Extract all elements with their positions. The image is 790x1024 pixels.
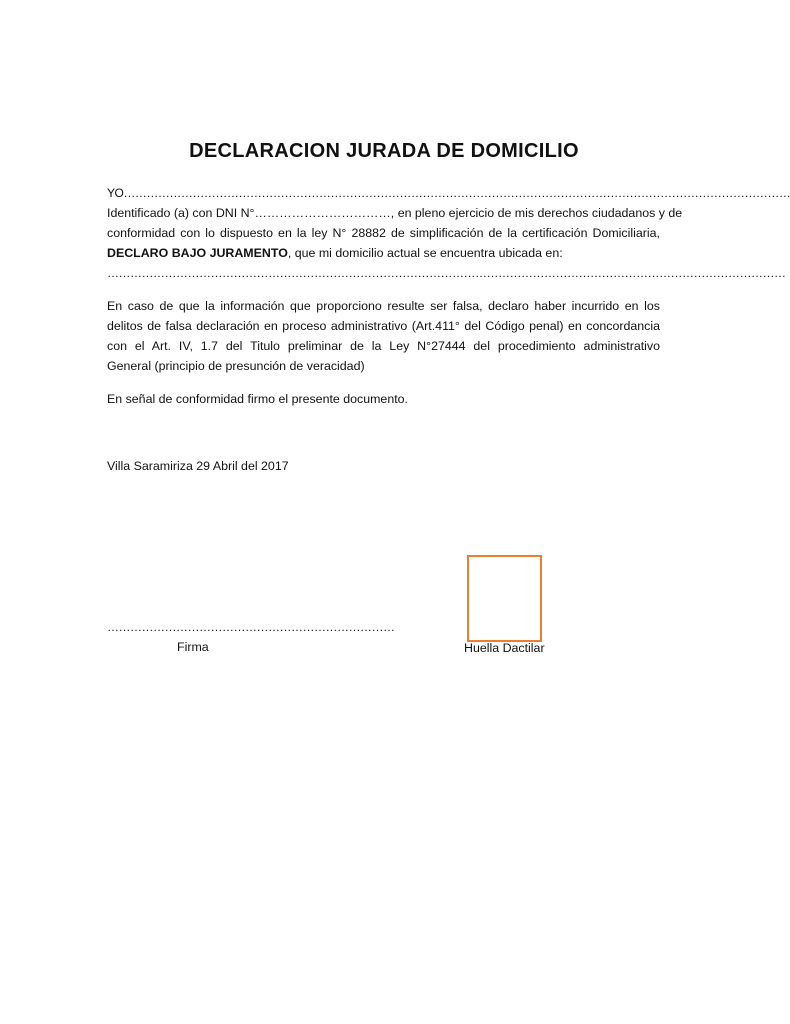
name-fill-line: YO………………………………………………………………………………………………………………………………………………………… <box>107 186 790 200</box>
declaro-rest-text: , que mi domicilio actual se encuentra ubicada en: <box>287 246 563 260</box>
identity-line-2: conformidad con lo dispuesto en la ley N° 28882 de simplificación de la certificación Domiciliaria, <box>107 226 660 240</box>
fingerprint-box <box>467 555 542 642</box>
paragraph-line: En caso de que la información que proporciono resulte ser falsa, declaro haber incurrido en los <box>107 299 660 313</box>
fingerprint-label: Huella Dactilar <box>464 641 545 655</box>
legal-paragraph <box>107 296 660 376</box>
document-title: DECLARACION JURADA DE DOMICILIO <box>189 140 579 162</box>
identity-line-1: Identificado (a) con DNI N°……………………………, en pleno ejercicio de mis derechos ciudadanos y de <box>107 206 683 220</box>
paragraph-line: con el Art. IV, 1.7 del Titulo preliminar de la Ley N°27444 del procedimiento administrativo <box>107 339 660 353</box>
signature-line: ………………………………………………………………… <box>107 620 395 634</box>
declaro-bold-text: DECLARO BAJO JURAMENTO <box>107 246 288 260</box>
signature-label: Firma <box>177 640 209 654</box>
declarant-block <box>107 183 790 283</box>
conformity-statement: En señal de conformidad firmo el presente documento. <box>107 392 408 406</box>
place-and-date: Villa Saramiriza 29 Abril del 2017 <box>107 459 289 473</box>
address-fill-line: …………………………………………………………………………………………………………………………………………………………… <box>107 266 786 280</box>
paragraph-line: delitos de falsa declaración en proceso administrativo (Art.411° del Código penal) en concordancia <box>107 319 660 333</box>
declaration-line <box>107 243 660 263</box>
paragraph-line: General (principio de presunción de veracidad) <box>107 359 365 373</box>
